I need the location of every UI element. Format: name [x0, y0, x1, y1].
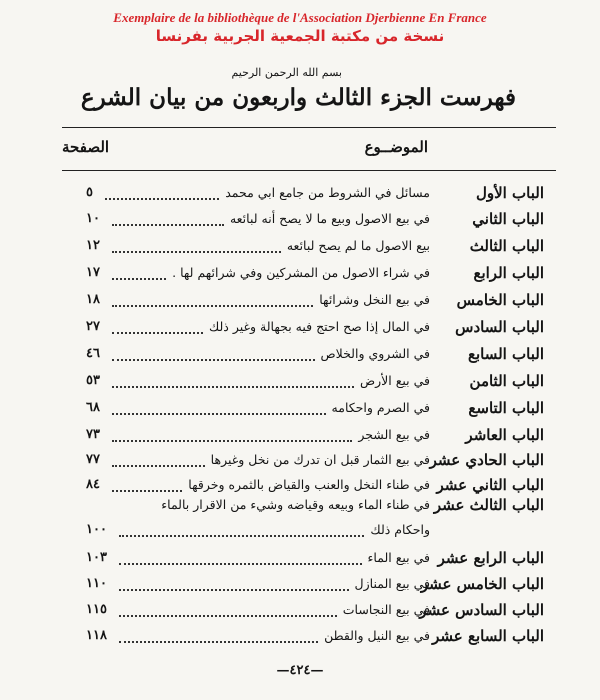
topic-text: في بيع النخل وشرائها: [319, 292, 430, 307]
leader-dots: [112, 349, 315, 361]
table-row: [0, 601, 600, 627]
topic-text: في بيع الشجر: [358, 427, 430, 442]
page-number-cell: ١٨: [86, 292, 100, 307]
leader-dots: [112, 295, 313, 307]
leader-dots: [112, 403, 326, 415]
page-number-cell: ٦٨: [86, 400, 100, 415]
topic-text: في بيع النيل والقطن: [324, 628, 430, 643]
table-row: [0, 399, 600, 425]
page-number-cell: ٥٣: [86, 373, 100, 388]
topic-text: في شراء الاصول من المشركين وفي شرائهم لها .: [172, 265, 430, 280]
page-number-cell: ١٠٣: [86, 550, 107, 565]
leader-dots: [112, 430, 352, 442]
topic-text: مسائل في الشروط من جامع ابي محمد: [225, 185, 430, 200]
chapter-label: الباب السابع: [467, 345, 544, 363]
table-row: [0, 318, 600, 344]
leader-dots: [119, 525, 364, 537]
page-number-cell: ١٧: [86, 265, 100, 280]
page-number-cell: ٧٧: [86, 452, 100, 467]
topic-text: واحكام ذلك: [370, 522, 430, 537]
chapter-label: الباب الثالث: [469, 237, 544, 255]
table-row: [0, 291, 600, 317]
topic-text: في طناء النخل والعنب والقياض بالثمره وخرقها: [188, 477, 430, 492]
library-stamp-french: Exemplaire de la bibliothèque de l'Association Djerbienne En France: [113, 10, 487, 25]
chapter-label: الباب الرابع: [473, 264, 544, 282]
topic-text: في الشروي والخلاص: [320, 346, 430, 361]
table-row: [0, 451, 600, 477]
leader-dots: [119, 605, 337, 617]
page-number-cell: ٥: [86, 185, 93, 200]
table-row: [0, 237, 600, 263]
page-number-cell: ١١٥: [86, 602, 107, 617]
chapter-label: الباب الخامس: [456, 291, 544, 309]
topic-text: في بيع المنازل: [354, 576, 430, 591]
chapter-label: الباب الخامس عشر: [420, 575, 544, 593]
leader-dots: [119, 553, 362, 565]
chapter-label: الباب الثاني: [472, 210, 544, 228]
chapter-label: الباب الرابع عشر: [437, 549, 544, 567]
column-header-page: الصفحة: [62, 138, 110, 156]
leader-dots: [112, 480, 182, 492]
table-row: [0, 426, 600, 452]
table-row: [0, 549, 600, 575]
page-title: فهرست الجزء الثالث واربعون من بيان الشرع: [80, 84, 516, 111]
topic-text: في بيع الماء: [367, 550, 430, 565]
leader-dots: [119, 631, 318, 643]
table-row: [0, 184, 600, 210]
leader-dots: [112, 214, 224, 226]
column-header-topic: الموضــوع: [364, 138, 428, 156]
topic-text: في بيع النجاسات: [342, 602, 430, 617]
leader-dots: [112, 455, 205, 467]
chapter-label: الباب السابع عشر: [432, 627, 544, 645]
page-number-cell: ١١٨: [86, 628, 107, 643]
table-row: [0, 575, 600, 601]
topic-text: في الصرم واحكامه: [331, 400, 430, 415]
leader-dots: [112, 268, 166, 280]
chapter-label: الباب التاسع: [468, 399, 544, 417]
table-row: [0, 627, 600, 653]
topic-text: في بيع الأرض: [360, 373, 430, 388]
chapter-label: الباب الثالث عشر: [433, 496, 544, 514]
topic-text: في بيع الثمار قبل ان تدرك من نخل وغيرها: [210, 452, 430, 467]
chapter-label: الباب الحادي عشر: [429, 451, 544, 469]
topic-text: في المال إذا صح احتج فيه بجهالة وغير ذلك: [208, 319, 430, 334]
table-row: [0, 372, 600, 398]
page-number-cell: ١١٠: [86, 576, 107, 591]
leader-dots: [112, 376, 354, 388]
chapter-label: الباب العاشر: [465, 426, 544, 444]
header-rule: [62, 170, 556, 171]
table-row: [0, 210, 600, 236]
chapter-label: الباب السادس عشر: [419, 601, 544, 619]
table-row: [0, 521, 600, 547]
page-number-cell: ٢٧: [86, 319, 100, 334]
chapter-label: الباب السادس: [455, 318, 544, 336]
topic-text: بيع الاصول ما لم يصح لبائعه: [286, 238, 430, 253]
leader-dots: [112, 241, 281, 253]
topic-text: في بيع الاصول وبيع ما لا يصح أنه لبائعه: [229, 211, 430, 226]
leader-dots: [112, 322, 203, 334]
topic-text: في طناء الماء وبيعه وقياضه وشيء من الاقرار بالماء: [161, 497, 430, 512]
leader-dots: [105, 188, 219, 200]
table-row: [0, 496, 600, 522]
page-number-cell: ١٠٠: [86, 522, 107, 537]
library-stamp-arabic: نسخة من مكتبة الجمعية الجربية بفرنسا: [155, 27, 445, 45]
page-number-cell: ١٠: [86, 211, 100, 226]
basmala: بسم الله الرحمن الرحيم: [231, 66, 342, 79]
chapter-label: الباب الأول: [475, 184, 544, 202]
title-rule: [62, 127, 556, 128]
page-number-cell: ٧٣: [86, 427, 100, 442]
table-row: [0, 345, 600, 371]
chapter-label: الباب الثامن: [469, 372, 544, 390]
page-number-cell: ١٢: [86, 238, 100, 253]
page-number-cell: ٨٤: [86, 477, 100, 492]
leader-dots: [119, 579, 349, 591]
table-row: [0, 264, 600, 290]
page-number: —٤٢٤—: [276, 663, 324, 678]
page-number-cell: ٤٦: [86, 346, 100, 361]
chapter-label: الباب الثاني عشر: [436, 476, 544, 494]
